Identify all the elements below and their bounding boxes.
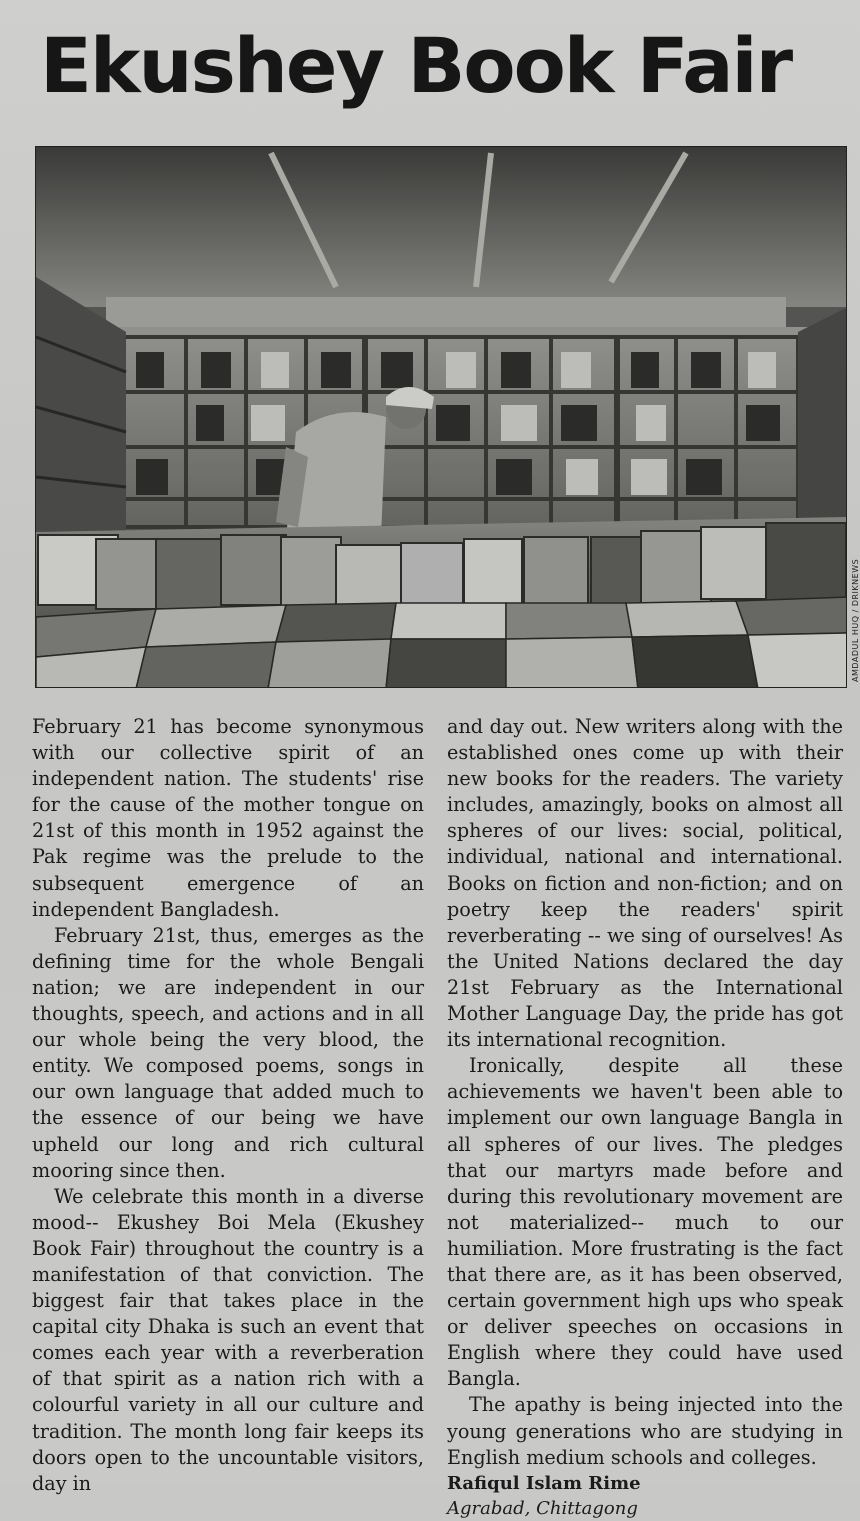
photo-credit: AMDADUL HUQ / DRIKNEWS [851,558,860,682]
paragraph: February 21st, thus, emerges as the defining time for the whole Bengali nation; we are independent in our thoughts, speech, and actions and in all our whole being the very blood, the entity. We composed poems, songs in our own language that added much to the essence of our being we have upheld our long and rich cultural mooring since then. [32,923,424,1182]
paragraph: Ironically, despite all these achievements we haven't been able to implement our own language Bangla in all spheres of our lives. The pledges that our martyrs made before and during this revolutionary movement are not materialized-- much to our humiliation. More frustrating is the fact that there are, as it has been observed, certain government high ups who speak or deliver speeches on occasions in English where they could have used Bangla. [447,1054,843,1391]
author-name: Rafiqul Islam Rime [447,1472,641,1494]
paragraph: We celebrate this month in a diverse mood-- Ekushey Boi Mela (Ekushey Book Fair) throughout the country is a manifestation of that conviction. The biggest fair that takes place in the capital city Dhaka is such an event that comes each year with a reverberation of that spirit as a nation rich with a colourful variety in all our culture and tradition. The month long fair keeps its doors open to the uncountable visitors, day in [32,1184,424,1495]
headline: Ekushey Book Fair [40,21,792,110]
author-location: Agrabad, Chittagong [447,1497,638,1519]
paragraph: The apathy is being injected into the young generations who are studying in English medium schools and colleges. [447,1393,843,1469]
paragraph: February 21 has become synonymous with our collective spirit of an independent nation. The students' rise for the cause of the mother tongue on 21st of this month in 1952 against the Pak regime was the prelude to the subsequent emergence of an independent Bangladesh. [32,715,424,921]
article-column-right [447,714,843,1521]
paragraph: and day out. New writers along with the established ones come up with their new books for the readers. The variety includes, amazingly, books on almost all spheres of our lives: social, political, individual, national and international. Books on fiction and non-fiction; and on poetry keep the readers' spirit reverberating -- we sing of ourselves! As the United Nations declared the day 21st February as the International Mother Language Day, the pride has got its international recognition. [447,715,843,1052]
book-fair-photo [35,146,847,688]
article-column-left [32,714,424,1497]
